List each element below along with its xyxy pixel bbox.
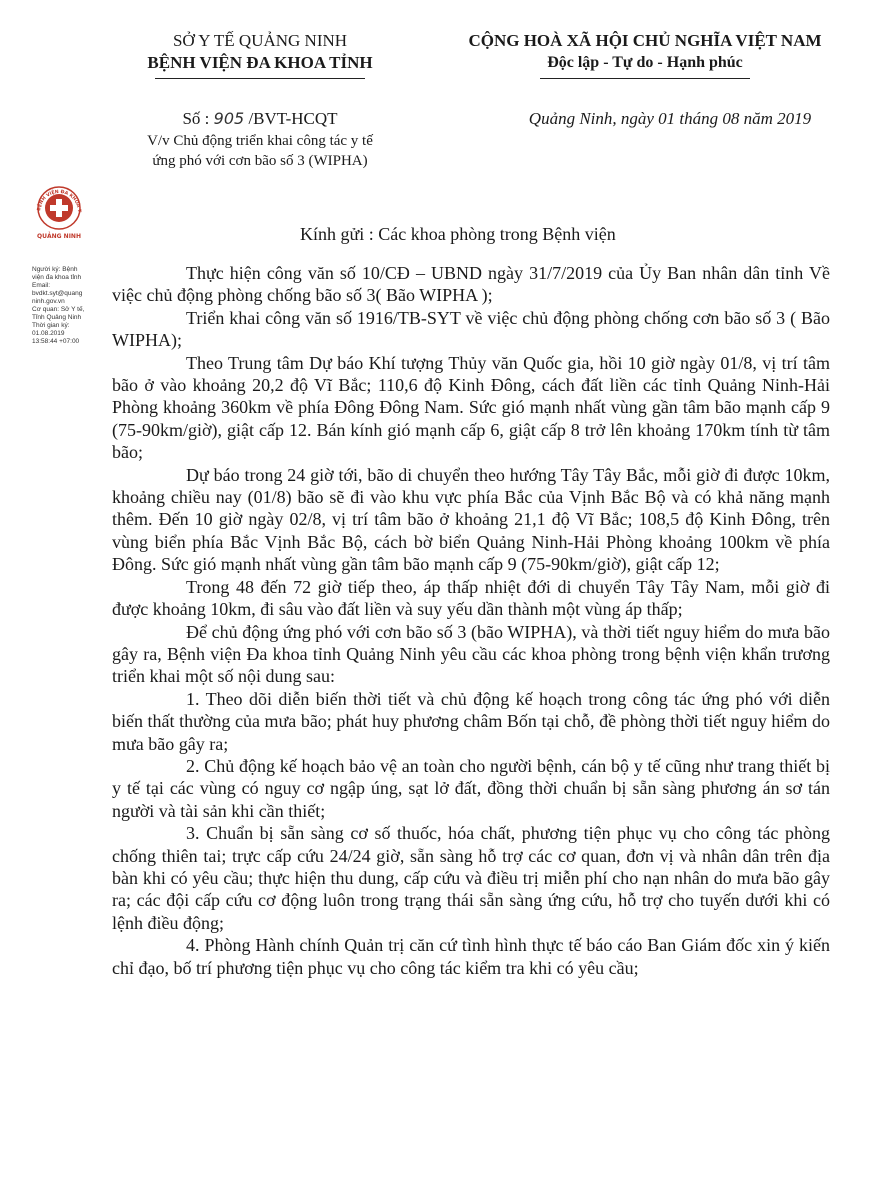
ministry-name: SỞ Y TẾ QUẢNG NINH	[172, 31, 348, 50]
subject-line-1: V/v Chủ động triển khai công tác y tế	[147, 133, 373, 149]
hospital-logo	[34, 182, 84, 242]
document-number-suffix: /BVT-HCQT	[248, 109, 338, 128]
body-paragraph: Dự báo trong 24 giờ tới, bão di chuyển theo hướng Tây Tây Bắc, mỗi giờ đi được 10km, khoảng chiều nay (01/8) bão sẽ đi vào khu vực phía Bắc của Vịnh Bắc Bộ và có khả năng mạnh thêm. Đến 10 giờ ngày 02/8, vị trí tâm bão ở khoảng 21,1 độ Vĩ Bắc; 108,5 độ Kinh Đông, trên vùng biển phía Bắc Vịnh Bắc Bộ, cách bờ biển Quảng Ninh-Hải Phòng khoảng 100km về phía Đông. Sức gió mạnh nhất vùng gần tâm bão mạnh cấp 9 (75-90km/giờ), giật cấp 12;	[112, 464, 830, 575]
signature-line: bvdkt.syt@quang	[32, 290, 83, 297]
hospital-name: BỆNH VIỆN ĐA KHOA TỈNH	[147, 53, 373, 72]
signature-line: Email:	[32, 282, 51, 289]
document-body	[112, 262, 830, 979]
header-right-underline	[540, 78, 750, 79]
national-header	[425, 30, 865, 74]
body-paragraph: Thực hiện công văn số 10/CĐ – UBND ngày 31/7/2019 của Ủy Ban nhân dân tỉnh Về việc chủ động phòng chống bão số 3( Bão WIPHA );	[112, 263, 830, 306]
digital-signature	[32, 266, 94, 346]
national-title: CỘNG HOÀ XÃ HỘI CHỦ NGHĨA VIỆT NAM	[468, 31, 822, 50]
header-left-underline	[155, 78, 365, 79]
national-motto: Độc lập - Tự do - Hạnh phúc	[547, 54, 743, 71]
signature-line: 01.08.2019	[32, 330, 65, 337]
document-number	[95, 108, 425, 130]
hospital-logo-icon	[34, 182, 84, 242]
signature-line: 13:58:44 +07:00	[32, 338, 80, 345]
body-paragraph: 1. Theo dõi diễn biến thời tiết và chủ động kế hoạch trong công tác ứng phó với diễn biến thất thường của mưa bão; phát huy phương châm Bốn tại chỗ, đề phòng thời tiết nguy hiểm do mưa bão gây ra;	[112, 688, 830, 754]
body-paragraph: 2. Chủ động kế hoạch bảo vệ an toàn cho người bệnh, cán bộ y tế cũng như trang thiết bị y tế tại các vùng có nguy cơ ngập úng, sạt lở đất, đồng thời chuẩn bị sẵn sàng phương án sơ tán người và tài sản khi cần thiết;	[112, 755, 830, 821]
signature-line: viện đa khoa tỉnh	[32, 274, 82, 281]
signature-line: Thời gian ký:	[32, 322, 70, 329]
recipient-line: Kính gửi : Các khoa phòng trong Bệnh viện	[300, 224, 616, 244]
document-number-prefix: Số :	[182, 109, 210, 128]
signature-line: Cơ quan: Sở Y tế,	[32, 306, 85, 313]
document-date: Quảng Ninh, ngày 01 tháng 08 năm 2019	[528, 109, 812, 128]
body-paragraph: Triển khai công văn số 1916/TB-SYT về việc chủ động phòng chống cơn bão số 3 ( Bão WIPHA);	[112, 307, 830, 351]
body-paragraph: 3. Chuẩn bị sẵn sàng cơ số thuốc, hóa chất, phương tiện phục vụ cho công tác phòng chống thiên tai; trực cấp cứu 24/24 giờ, sẵn sàng hỗ trợ các cơ quan, đơn vị và nhân dân trên địa bàn khi có yêu cầu; thực hiện thu dung, cấp cứu và điều trị miễn phí cho nạn nhân do mưa bão gây ra; các đội cấp cứu cơ động luôn trong trạng thái sẵn sàng ứng cứu, hỗ trợ cho tuyến dưới khi có lệnh điều động;	[112, 823, 830, 933]
body-paragraph: Trong 48 đến 72 giờ tiếp theo, áp thấp nhiệt đới di chuyển Tây Tây Nam, mỗi giờ đi được khoảng 10km, đi sâu vào đất liền và suy yếu dần thành một vùng áp thấp;	[112, 576, 830, 620]
body-paragraph: 4. Phòng Hành chính Quản trị căn cứ tình hình thực tế báo cáo Ban Giám đốc xin ý kiến chỉ đạo, bố trí phương tiện phục vụ cho công tác kiểm tra khi có yêu cầu;	[112, 935, 830, 978]
logo-bottom-text: QUẢNG NINH	[37, 233, 81, 240]
signature-line: ninh.gov.vn	[32, 298, 65, 305]
logo-arc-text: BỆNH VIỆN ĐA KHOA T	[36, 189, 82, 213]
agency-header	[95, 30, 425, 74]
signature-line: Tỉnh Quảng Ninh	[32, 314, 82, 321]
signature-line: Người ký: Bệnh	[32, 266, 78, 273]
subject-line-2: ứng phó với cơn bão số 3 (WIPHA)	[152, 153, 368, 169]
document-subject	[95, 131, 425, 171]
body-paragraph: Theo Trung tâm Dự báo Khí tượng Thủy văn Quốc gia, hồi 10 giờ ngày 01/8, vị trí tâm bão ở vào khoảng 20,2 độ Vĩ Bắc; 110,6 độ Kinh Đông, cách đất liền các tỉnh Quảng Ninh-Hải Phòng khoảng 360km về phía Đông Đông Nam. Sức gió mạnh nhất vùng gần tâm bão mạnh cấp 9 (75-90km/giờ), giật cấp 12. Bán kính gió mạnh cấp 6, giật cấp 8 trở lên khoảng 170km tính từ tâm bão;	[112, 352, 830, 463]
body-paragraph: Để chủ động ứng phó với cơn bão số 3 (bão WIPHA), và thời tiết nguy hiểm do mưa bão gây ra, Bệnh viện Đa khoa tỉnh Quảng Ninh yêu cầu các khoa phòng trong bệnh viện khẩn trương triển khai một số nội dung sau:	[112, 621, 830, 687]
document-number-value: 905	[213, 109, 245, 128]
